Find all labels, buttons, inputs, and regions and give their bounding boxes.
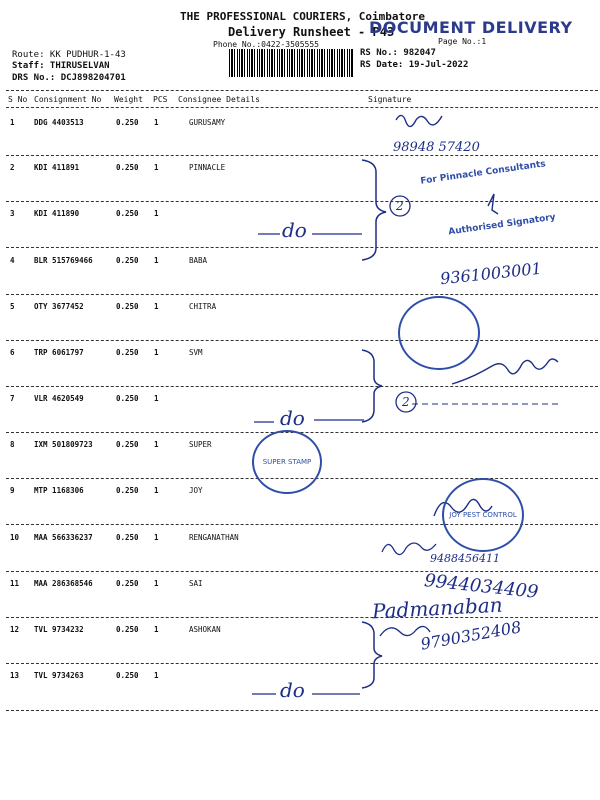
joy-stamp: JOY PEST CONTROL	[442, 478, 524, 552]
cell-weight: 0.250	[116, 118, 139, 127]
cell-consignment: BLR 515769466	[34, 256, 93, 265]
document-delivery-stamp: DOCUMENT DELIVERY	[369, 18, 573, 37]
cell-consignee: GURUSAMY	[189, 118, 226, 127]
cell-consignee: SAI	[189, 579, 203, 588]
cell-weight: 0.250	[116, 533, 139, 542]
cell-consignee: CHITRA	[189, 302, 217, 311]
cell-sno: 1	[10, 118, 15, 127]
cell-weight: 0.250	[116, 256, 139, 265]
cell-consignee: JOY	[189, 486, 203, 495]
cell-sno: 12	[10, 625, 20, 634]
cell-pcs: 1	[154, 256, 159, 265]
cell-weight: 0.250	[116, 671, 139, 680]
cell-consignee: RENGANATHAN	[189, 533, 239, 542]
cell-sno: 11	[10, 579, 20, 588]
cell-weight: 0.250	[116, 302, 139, 311]
staff: Staff: THIRUSELVAN	[12, 61, 110, 71]
cell-pcs: 1	[154, 394, 159, 403]
cell-consignee: SVM	[189, 348, 203, 357]
cell-consignee: BABA	[189, 256, 208, 265]
cell-weight: 0.250	[116, 209, 139, 218]
cell-sno: 4	[10, 256, 15, 265]
ditto-row3: do	[282, 218, 307, 242]
brace-rows-6-7	[362, 350, 382, 422]
cell-sno: 2	[10, 163, 15, 172]
ditto-line-2	[254, 420, 364, 422]
cell-sno: 5	[10, 302, 15, 311]
cell-weight: 0.250	[116, 394, 139, 403]
cell-consignee: SUPER	[189, 440, 212, 449]
cell-pcs: 1	[154, 209, 159, 218]
signature-row6	[452, 359, 558, 384]
rs-date: RS Date: 19-Jul-2022	[360, 60, 469, 70]
phone-row10: 9488456411	[430, 552, 500, 565]
cell-consignment: KDI 411890	[34, 209, 80, 218]
circled-number-b: 2	[402, 395, 410, 409]
rs-number: RS No.: 982047	[360, 48, 436, 58]
cell-weight: 0.250	[116, 348, 139, 357]
col-weight: Weight	[114, 95, 143, 104]
cell-weight: 0.250	[116, 486, 139, 495]
signature-row2	[488, 194, 498, 214]
cell-pcs: 1	[154, 625, 159, 634]
cell-weight: 0.250	[116, 579, 139, 588]
cell-consignment: KDI 411891	[34, 163, 80, 172]
cell-consignment: TVL 9734263	[34, 671, 84, 680]
cell-weight: 0.250	[116, 625, 139, 634]
col-consignment: Consignment No	[34, 95, 102, 104]
phone-number: Phone No.:0422-3505555	[213, 40, 319, 49]
cell-pcs: 1	[154, 486, 159, 495]
phone-row4: 9361003001	[439, 258, 543, 289]
cell-sno: 10	[10, 533, 20, 542]
phone-row1: 98948 57420	[393, 140, 480, 155]
ditto-row7: do	[280, 406, 305, 430]
col-sno: S No	[8, 95, 28, 104]
ditto-row13: do	[280, 678, 305, 702]
cell-pcs: 1	[154, 118, 159, 127]
cell-pcs: 1	[154, 163, 159, 172]
cell-consignee: ASHOKAN	[189, 625, 221, 634]
phone-row11: 9944034409	[423, 570, 540, 603]
round-stamp-row5	[398, 296, 480, 370]
cell-consignment: OTY 3677452	[34, 302, 84, 311]
cell-weight: 0.250	[116, 163, 139, 172]
signature-row1	[396, 115, 442, 126]
drs-number: DRS No.: DCJ898204701	[12, 73, 126, 83]
col-signature: Signature	[368, 95, 412, 104]
cell-sno: 8	[10, 440, 15, 449]
cell-consignment: MTP 1168306	[34, 486, 84, 495]
runsheet-title: Delivery Runsheet - P43	[228, 25, 395, 39]
cell-pcs: 1	[154, 579, 159, 588]
brace-rows-12-13	[362, 622, 382, 688]
cell-consignment: TRP 6061797	[34, 348, 84, 357]
pinnacle-stamp-line1: For Pinnacle Consultants	[419, 159, 547, 187]
super-stamp: SUPER STAMP	[252, 430, 322, 494]
circled-number-a: 2	[396, 199, 404, 213]
cell-sno: 3	[10, 209, 15, 218]
cell-sno: 9	[10, 486, 15, 495]
company-name: THE PROFESSIONAL COURIERS, Coimbatore	[180, 10, 426, 23]
col-consignee: Consignee Details	[178, 95, 260, 104]
col-pcs: PCS	[153, 95, 168, 104]
cell-consignment: MAA 566336237	[34, 533, 93, 542]
cell-sno: 6	[10, 348, 15, 357]
cell-pcs: 1	[154, 671, 159, 680]
cell-consignment: VLR 4620549	[34, 394, 84, 403]
name-row11: Padmanaban	[371, 592, 504, 624]
signature-row10	[382, 543, 436, 555]
page-number: Page No.:1	[438, 37, 487, 46]
cell-pcs: 1	[154, 533, 159, 542]
cell-consignee: PINNACLE	[189, 163, 226, 172]
cell-pcs: 1	[154, 440, 159, 449]
cell-consignment: DDG 4403513	[34, 118, 84, 127]
cell-sno: 7	[10, 394, 15, 403]
cell-consignment: MAA 286368546	[34, 579, 93, 588]
pinnacle-stamp-line2: Authorised Signatory	[447, 212, 557, 238]
cell-pcs: 1	[154, 302, 159, 311]
route: Route: KK PUDHUR-1-43	[12, 50, 126, 60]
cell-consignment: TVL 9734232	[34, 625, 84, 634]
phone-row12: 9790352408	[419, 617, 523, 654]
cell-sno: 13	[10, 671, 20, 680]
cell-pcs: 1	[154, 348, 159, 357]
brace-rows-2-3	[362, 160, 386, 260]
cell-consignment: IXM 501809723	[34, 440, 93, 449]
cell-weight: 0.250	[116, 440, 139, 449]
